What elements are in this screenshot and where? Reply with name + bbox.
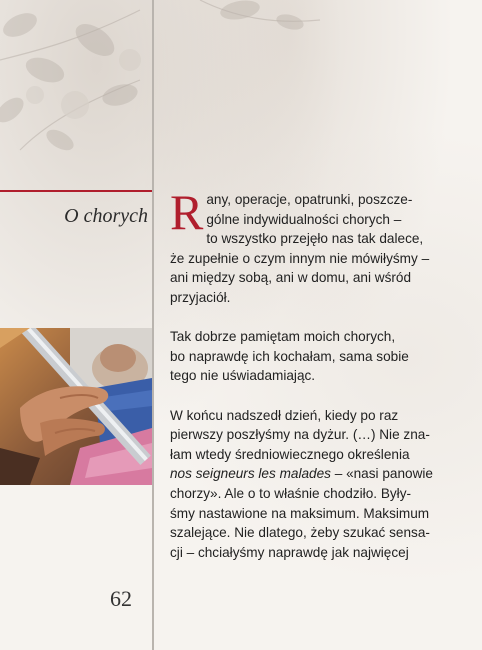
text-line: śmy nastawione na maksimum. Maksimum	[170, 505, 430, 521]
chapter-title: O chorych	[64, 205, 148, 227]
text-line: tego nie uświadamiając.	[170, 368, 316, 384]
text-line: Tak dobrze pamiętam moich chorych,	[170, 329, 396, 345]
paragraph-1	[170, 184, 462, 308]
photo-hands	[0, 328, 152, 485]
page-number: 62	[110, 586, 132, 611]
text-line: pierwszy poszłyśmy na dyżur. (…) Nie zna-	[170, 427, 430, 443]
floral-watermark	[0, 0, 420, 190]
paragraph-2	[170, 327, 462, 386]
text-line-quote	[170, 464, 462, 484]
text-line: gólne indywidualności chorych –	[206, 211, 402, 227]
quote-translation: – «nasi panowie	[330, 466, 433, 482]
text-line: szalejące. Nie dlatego, żeby szukać sensa-	[170, 525, 430, 541]
text-line: bo naprawdę ich kochałam, sama sobie	[170, 348, 409, 364]
french-quote: nos seigneurs les malades	[170, 466, 331, 482]
paragraph-3	[170, 406, 462, 563]
text-line: ani między sobą, ani w domu, ani wśród	[170, 270, 412, 286]
text-line: łam wtedy średniowiecznego określenia	[170, 446, 410, 462]
text-line: any, operacje, opatrunki, poszcze-	[206, 192, 413, 207]
text-line: W końcu nadszedł dzień, kiedy po raz	[170, 407, 399, 423]
text-line: że zupełnie o czym innym nie mówiłyśmy –	[170, 250, 430, 266]
text-line: przyjaciół.	[170, 289, 231, 305]
heading-rule	[0, 190, 152, 192]
drop-cap: R	[170, 184, 204, 240]
body-text	[170, 184, 462, 582]
text-line: chorzy». Ale o to właśnie chodziło. Były-	[170, 485, 412, 501]
text-line: to wszystko przejęło nas tak dalece,	[206, 231, 424, 247]
vertical-divider	[152, 0, 154, 650]
text-line: cji – chciałyśmy naprawdę jak najwięcej	[170, 544, 409, 560]
